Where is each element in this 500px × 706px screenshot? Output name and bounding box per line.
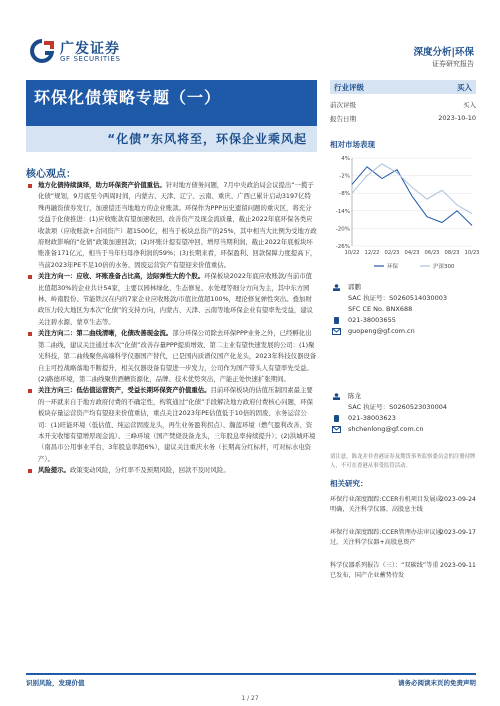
document-type: 深度分析|环保 — [413, 47, 474, 58]
chart-x-tick-label: 04/23 — [404, 250, 420, 256]
related-research-item[interactable] — [330, 561, 476, 581]
previous-rating-value: 买入 — [463, 101, 476, 109]
core-view-body: 政策变动风险，分红率不及预期风险，回款不及时风险。 — [69, 466, 230, 475]
previous-rating-label: 前次评级 — [330, 101, 356, 109]
related-research-title[interactable]: 环保行业深度跟踪:CCER有机项目发展成明确，关注科学仪器、高股息主线 — [330, 496, 442, 514]
core-view-highlight: 风险提示。 — [38, 466, 70, 475]
chart-x-tick-label: 10/22 — [344, 250, 360, 256]
analyst-name-row — [330, 282, 476, 293]
chart-svg — [330, 152, 480, 274]
rating-header — [330, 80, 476, 94]
previous-rating-row — [330, 100, 476, 109]
analyst-block-1 — [330, 282, 476, 337]
footer-disclaimer-note: 请务必阅读末页的免责声明 — [398, 679, 476, 687]
chart-y-tick-label: -26% — [335, 244, 350, 250]
page-number: 1 / 27 — [241, 695, 259, 702]
report-header — [0, 0, 500, 70]
analyst-sac: SAC 执证号：S0260514030003 — [348, 294, 448, 302]
related-research-date: 2023-09-24 — [440, 496, 476, 503]
related-research-item[interactable] — [330, 495, 476, 515]
subtitle-banner — [26, 126, 317, 152]
report-subtitle: “化债”东风将至，环保企业乘风起 — [107, 132, 307, 146]
analyst-icon — [332, 393, 341, 400]
core-view-body: 针对地方债务问题，7月中央政治局会议提出“一揽子化债”规划，9月底至今两周时间，内蒙古、天津、辽宁、云南、重庆、广西已累计启动3197亿特殊再融资债券发行，加速偿还当地地方的企业账款。环保作为PPP历史遗留问题的重灾区，将充分受益于化债推进：(1)应收账款有望加速收回、改善资产及现金流质量，截止2022年底环保各类应收款项（应收账款+合同资产）超1500亿，相当于板块总资产的25%，其中相当大比例为受地方政府财政影响的“化债”政策加速回款；(2)坏账计提有望冲回、增厚当期利润，截止2022年底板块坏账准备171亿元，相当于当年归母净利润的59%；(3)长期来看，环保盈利、回款保障力度提高下，当前2023年PE不足10倍的水务、固废运营资产有望迎来价值重估。 — [38, 181, 317, 269]
report-title: 环保化债策略专题（一） — [34, 88, 222, 107]
logo-chinese-name: 广发证券 — [60, 41, 120, 57]
relative-performance-chart — [330, 152, 480, 274]
chart-y-tick-label: 4% — [341, 156, 350, 162]
relative-performance-heading: 相对市场表现 — [330, 140, 375, 149]
chart-x-tick-label: 10/23 — [464, 250, 480, 256]
analyst-name: 陈龙 — [348, 392, 361, 400]
chart-x-tick-label: 02/23 — [384, 250, 400, 256]
core-views-list — [26, 180, 317, 477]
analyst-disclaimer: 请注意，陈龙并非香港证券及期货事务监察委员会的注册持牌人，不可在香港从事受监管活动。 — [330, 454, 476, 469]
analyst-email-row[interactable] — [330, 326, 476, 337]
analyst-icon — [332, 284, 341, 291]
core-view-highlight: 关注方向一：应收、坏账准备占比高，边际弹性大的个股。 — [38, 272, 205, 281]
core-view-highlight: 关注方向三：低估值运营资产，受益长期环保资产价值重估。 — [38, 386, 211, 395]
gf-logo-icon — [28, 38, 56, 64]
analyst-email[interactable]: shchenlong@gf.com.cn — [348, 425, 424, 433]
analyst-email-row[interactable] — [330, 424, 476, 435]
analyst-name: 郭鹏 — [348, 283, 361, 291]
analyst-phone-row — [330, 315, 476, 326]
report-date-label: 报告日期 — [330, 115, 356, 123]
chart-x-tick-label: 06/23 — [424, 250, 440, 256]
core-view-item — [26, 385, 317, 465]
rating-value: 买入 — [457, 83, 472, 92]
analyst-phone: 021-38003655 — [348, 316, 396, 324]
related-research-title[interactable]: 科学仪器系列报告（三）：“双碳线”等重已发布，国产企业蓄势待发 — [330, 562, 439, 580]
related-research-title[interactable]: 环保行业深度跟踪:CCER管理办法审议通过，关注科学仪器+高股息资产 — [330, 529, 442, 547]
related-research-heading: 相关研究： — [330, 479, 368, 488]
analyst-phone-row — [330, 413, 476, 424]
related-research-date: 2023-09-11 — [440, 562, 476, 569]
core-view-body: 环保板块2022年底应收账款/当前市值比值超30%的企业共计54家，主要以园林绿化、生态修复、水处理等细分方向为主，其中东方园林、岭南股份、节能铁汉在内的7家企业应收账款/市值比值超100%，理论修复弹性突出。叠加财政压力较大地区为本次“化债”的支持方向，内蒙古、天津、云南等地环保企业有望率先受益，建议关注碧水源、蒙草生态等。 — [38, 272, 314, 326]
core-view-body: 部分环保公司除去环保PPP业务之外，已经孵化出第二曲线，建议关注通过本次“化债”改善存量PPP提质增效、第二主业有望快速发展的公司：(1)聚光科技，第二曲线聚焦高端科学仪器国产替代，已是国内质谱仪国产化龙头，2023年科技仪器设备自主可控战略落地不断提升，相关仪器设备有望进一步发力，公司作为国产带头人有望率先受益。(2)路德环境，第二曲线聚焦酒糟资源化，品牌、技术优势突出，产能正处快速扩张期间。 — [38, 329, 317, 383]
chart-y-tick-label: -20% — [335, 226, 350, 233]
footer-slogan: 识别风险，发现价值 — [26, 679, 85, 687]
phone-icon — [332, 317, 341, 324]
core-view-highlight: 关注方向二：第二曲线清晰，化债改善现金流。 — [38, 329, 173, 338]
analyst-sfc: SFC CE No. BNX688 — [348, 305, 413, 313]
title-banner — [26, 80, 317, 128]
core-views-heading: 核心观点： — [26, 169, 76, 180]
chart-y-tick-label: -2% — [339, 173, 350, 180]
core-view-item — [26, 180, 317, 271]
analyst-email[interactable]: guopeng@gf.com.cn — [348, 327, 415, 335]
phone-icon — [332, 415, 341, 422]
rating-label: 行业评级 — [334, 83, 364, 92]
analyst-name-row — [330, 391, 476, 402]
chart-x-tick-label: 08/23 — [444, 250, 460, 256]
footer-divider — [26, 673, 476, 675]
related-research-date: 2023-09-17 — [440, 529, 476, 536]
core-view-body: 目前环保板块的估值压制因素最主要的一环就来自于地方政府付费的不确定性，构筑通过“化债”手段解决地方政府付费核心问题，环保板块存量运营资产均有望迎来价值重估，重点关注2023年PE估值低于10倍的固废、水务运营公司：(1)旺能环境（低估值、纯运营固废龙头，再生业务盈利拐点）、瀚蓝环境（燃气盈利改善、资本开支收缩有望增厚现金流）、三峰环境（国产焚烧设备龙头，三年股息率持续提升）；(2)洪城环境（南昌市公用事业平台，3年股息率超6%），建议关注重庆水务（长期高分红标杆，可对标水电资产）。 — [38, 386, 316, 463]
email-icon — [332, 328, 341, 335]
report-date-value: 2023-10-10 — [438, 114, 476, 122]
chart-x-tick-label: 12/22 — [364, 250, 380, 256]
chart-legend-label: 环保 — [387, 264, 399, 270]
logo-english-name: GF SECURITIES — [60, 55, 121, 63]
core-view-item — [26, 271, 317, 328]
analyst-sac: SAC 执证号：S0260523030004 — [348, 403, 448, 411]
analyst-block-2 — [330, 391, 476, 435]
email-icon — [332, 426, 341, 433]
core-view-highlight: 地方化债持续演绎，助力环保资产价值重估。 — [38, 181, 166, 189]
report-date-row — [330, 114, 476, 123]
gf-securities-logo — [28, 38, 138, 64]
chart-y-tick-label: -8% — [339, 191, 350, 198]
chart-series-line — [352, 164, 472, 214]
analyst-phone: 021-38003623 — [348, 414, 396, 422]
document-subtype: 证券研究报告 — [432, 60, 474, 68]
chart-y-tick-label: -14% — [335, 208, 350, 215]
core-view-item — [26, 465, 317, 476]
core-view-item — [26, 328, 317, 385]
chart-legend-label: 沪深300 — [433, 264, 455, 270]
related-research-item[interactable] — [330, 528, 476, 548]
